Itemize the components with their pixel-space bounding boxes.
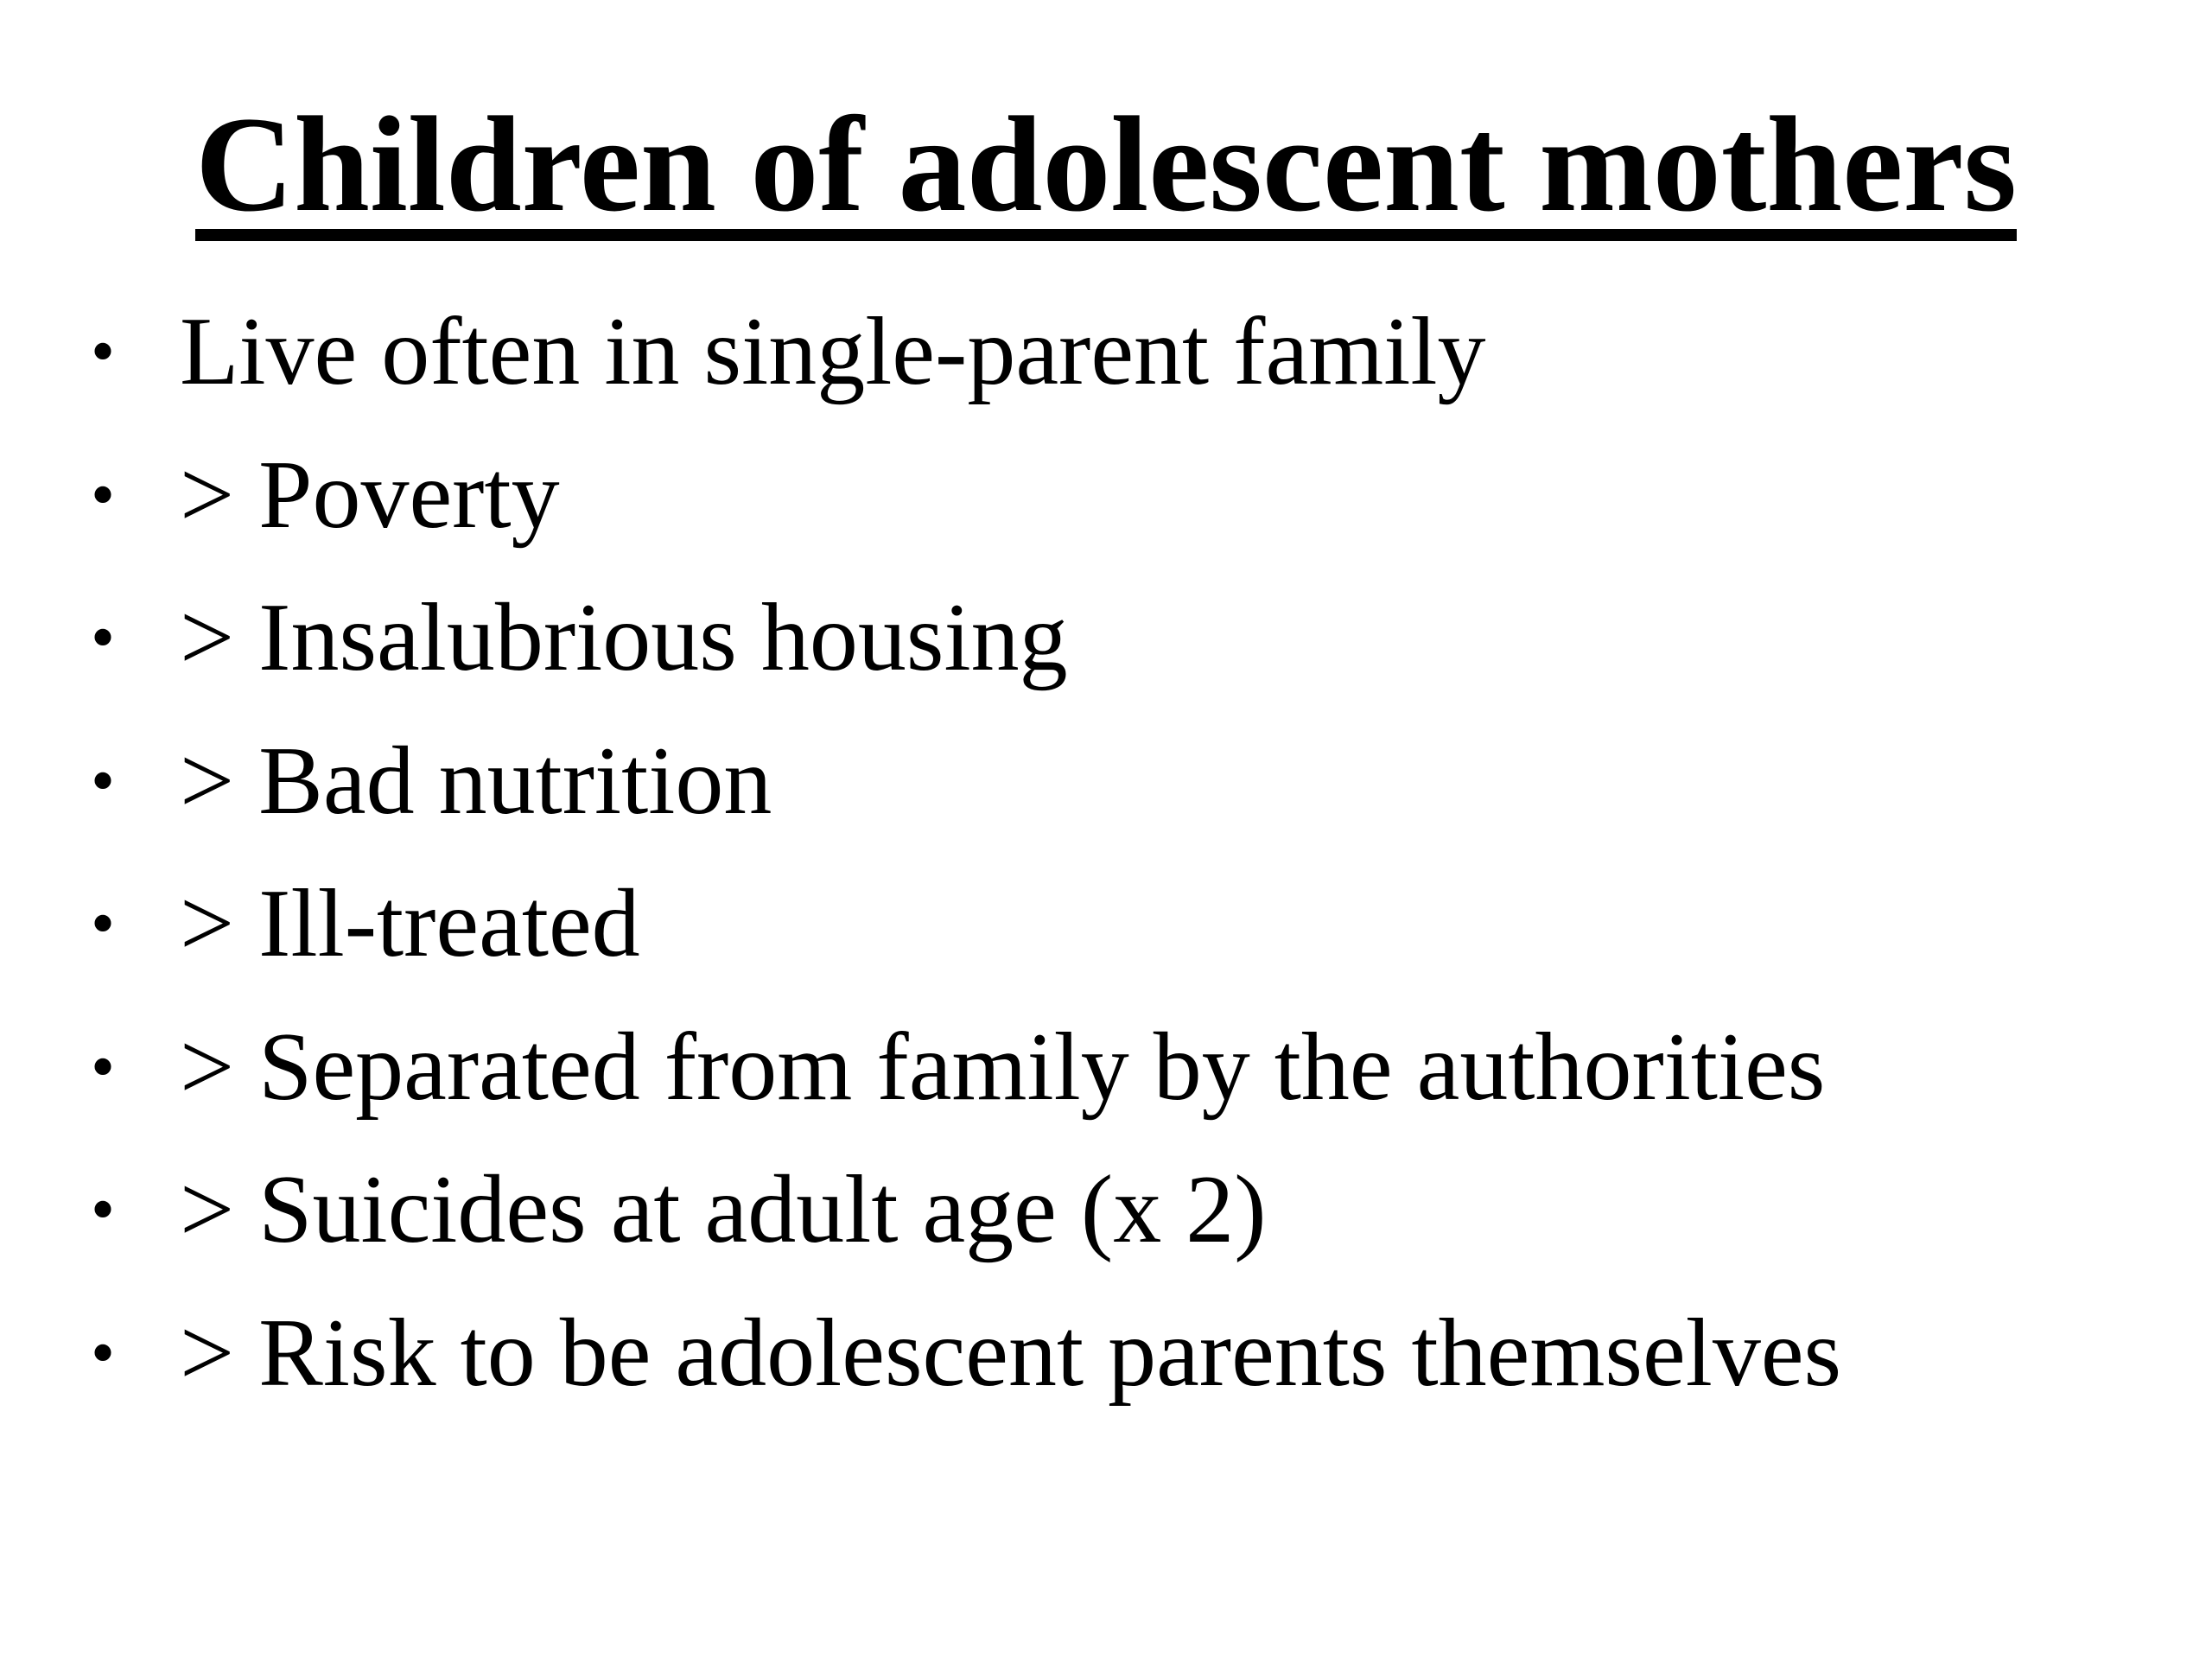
bullet-text: > Separated from family by the authorities <box>180 1013 1826 1121</box>
bullet-dot-icon: • <box>91 1028 116 1105</box>
bullet-dot-icon: • <box>91 886 116 962</box>
bullet-dot-icon: • <box>91 600 116 676</box>
bullet-text: > Poverty <box>180 441 560 549</box>
slide-title <box>0 89 2212 240</box>
bullet-text: > Suicides at adult age (x 2) <box>180 1156 1267 1263</box>
bullet-text: > Risk to be adolescent parents themselves <box>180 1299 1842 1407</box>
bullet-text: > Bad nutrition <box>180 727 772 835</box>
bullet-text: Live often in single-parent family <box>180 298 1486 405</box>
bullet-dot-icon: • <box>91 1314 116 1391</box>
bullet-text: > Insalubrious housing <box>180 584 1068 691</box>
bullet-dot-icon: • <box>91 314 116 390</box>
slide-title-text: Children of adolescent mothers <box>194 89 2017 240</box>
bullet-dot-icon: • <box>91 742 116 819</box>
bullet-dot-icon: • <box>91 1172 116 1248</box>
bullet-text: > Ill-treated <box>180 870 640 977</box>
bullet-dot-icon: • <box>91 456 116 533</box>
